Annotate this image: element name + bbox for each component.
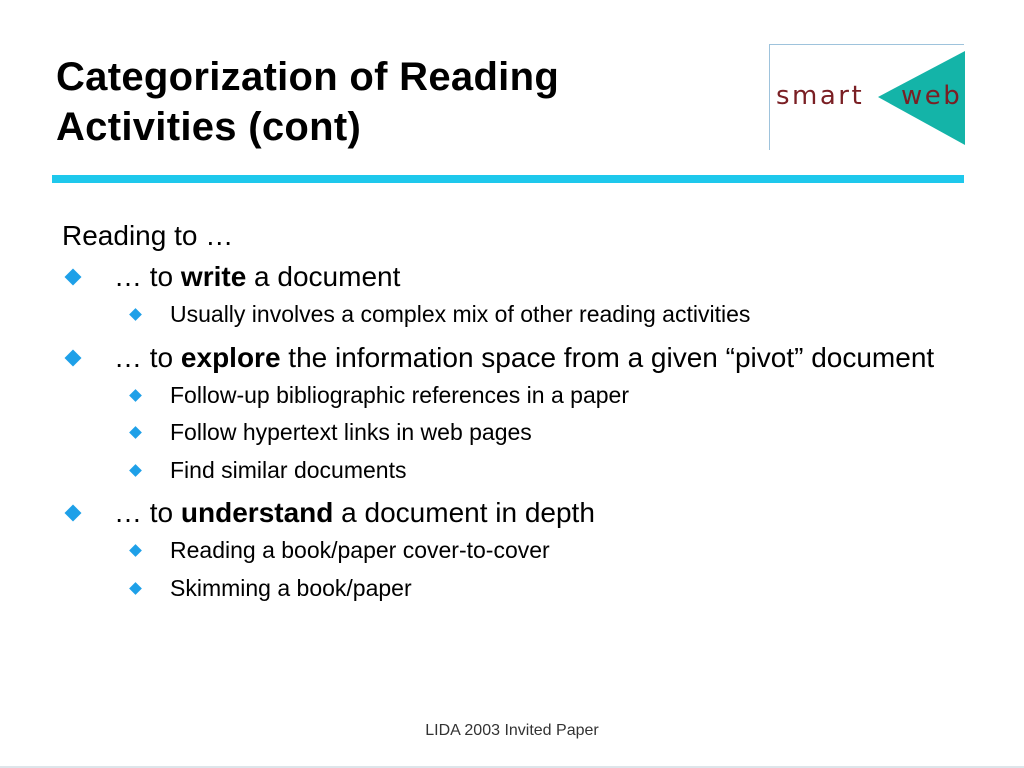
slide-body bbox=[62, 216, 962, 612]
sub-bullet bbox=[62, 414, 962, 452]
smartweb-logo bbox=[769, 44, 964, 150]
sub-bullets-understand bbox=[62, 532, 962, 607]
logo-word-smart: smart bbox=[776, 81, 865, 111]
sub-bullets-write bbox=[62, 296, 962, 334]
sub-bullet bbox=[62, 570, 962, 608]
sub-bullets-explore bbox=[62, 377, 962, 490]
diamond-bullet-icon bbox=[129, 389, 142, 402]
bullet-write bbox=[62, 258, 962, 296]
bullet-understand bbox=[62, 494, 962, 532]
bullet-keyword: write bbox=[180, 261, 247, 292]
bullet-suffix: a document bbox=[246, 261, 401, 292]
sub-bullet-text: Follow hypertext links in web pages bbox=[170, 419, 532, 445]
bullet-keyword: explore bbox=[180, 341, 281, 373]
sub-bullet-text: Usually involves a complex mix of other reading activities bbox=[170, 301, 751, 327]
bullet-suffix: the information space from a given “pivot” document bbox=[280, 341, 935, 373]
sub-bullet-text: Find similar documents bbox=[170, 456, 407, 483]
sub-bullet bbox=[62, 532, 962, 570]
title-divider bbox=[52, 175, 964, 183]
title-line-2: Activities (cont) bbox=[56, 105, 362, 149]
diamond-bullet-icon bbox=[129, 544, 142, 557]
bullet-prefix: … to bbox=[114, 497, 181, 528]
title-line-1: Categorization of Reading bbox=[56, 55, 560, 99]
diamond-bullet-icon bbox=[65, 269, 82, 286]
sub-bullet bbox=[62, 296, 962, 334]
diamond-bullet-icon bbox=[129, 426, 142, 439]
sub-bullet-text: Reading a book/paper cover-to-cover bbox=[170, 537, 550, 563]
bullet-prefix: … to bbox=[114, 261, 181, 292]
sub-bullet-text: Follow-up bibliographic references in a paper bbox=[170, 381, 629, 408]
footer-text: LIDA 2003 Invited Paper bbox=[425, 722, 599, 739]
sub-bullet-text: Skimming a book/paper bbox=[170, 574, 412, 601]
bullet-explore bbox=[62, 339, 962, 377]
slide-title bbox=[56, 52, 756, 152]
intro-text: Reading to … bbox=[62, 220, 234, 251]
diamond-bullet-icon bbox=[129, 582, 142, 595]
bullet-prefix: … to bbox=[114, 341, 181, 373]
diamond-bullet-icon bbox=[65, 349, 82, 366]
diamond-bullet-icon bbox=[65, 505, 82, 522]
logo-word-web: web bbox=[901, 81, 963, 111]
bullet-keyword: understand bbox=[180, 497, 334, 528]
sub-bullet bbox=[62, 452, 962, 490]
diamond-bullet-icon bbox=[129, 464, 142, 477]
bullet-suffix: a document in depth bbox=[333, 497, 595, 528]
diamond-bullet-icon bbox=[129, 308, 142, 321]
sub-bullet bbox=[62, 377, 962, 415]
